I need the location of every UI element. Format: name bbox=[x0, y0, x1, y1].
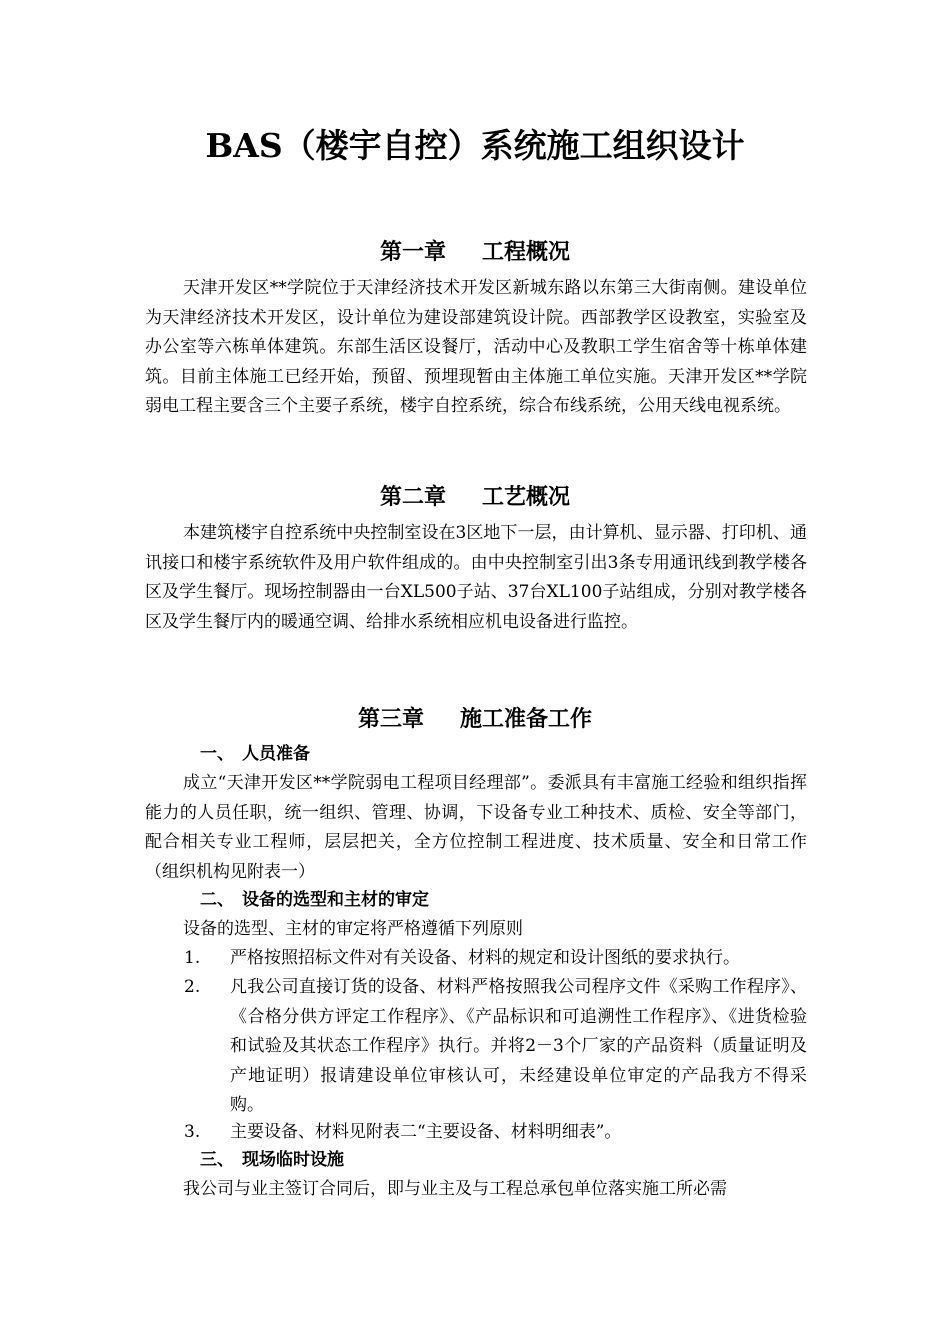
list-item bbox=[184, 944, 807, 974]
chapter-3-name: 施工准备工作 bbox=[460, 706, 593, 732]
chapter-2-number: 第二章 bbox=[379, 484, 446, 510]
list-item-number: 3. bbox=[184, 1122, 201, 1142]
section-1-number: 一、 bbox=[200, 744, 234, 764]
section-3-number: 三、 bbox=[200, 1150, 234, 1170]
section-2-number: 二、 bbox=[200, 890, 234, 910]
section-3-paragraph: 我公司与业主签订合同后，即与业主及与工程总承包单位落实施工所必需 bbox=[183, 1179, 727, 1199]
list-item-text: 凡我公司直接订货的设备、材料严格按照我公司程序文件《采购工作程序》、《合格分供方评定工作程序》、《产品标识和可追溯性工作程序》、《进货检验和试验及其状态工作程序》执行。并将2－3个厂家的产品资料（质量证明及产地证明）报请建设单位审核认可，未经建设单位审定的产品我方不得采购。 bbox=[230, 977, 807, 1115]
list-item-text: 主要设备、材料见附表二“主要设备、材料明细表”。 bbox=[230, 1122, 622, 1142]
list-item-number: 2. bbox=[184, 977, 201, 997]
chapter-1-number: 第一章 bbox=[379, 239, 446, 265]
chapter-1-paragraph: 天津开发区**学院位于天津经济技术开发区新城东路以东第三大街南侧。建设单位为天津经济技术开发区，设计单位为建设部建筑设计院。西部教学区设教室，实验室及办公室等六栋单体建筑。东部生活区设餐厅，活动中心及教职工学生宿舍等十栋单体建筑。目前主体施工已经开始，预留、预埋现暂由主体施工单位实施。天津开发区**学院弱电工程主要含三个主要子系统，楼宇自控系统，综合布线系统，公用天线电视系统。 bbox=[145, 278, 807, 416]
chapter-3-number: 第三章 bbox=[357, 706, 424, 732]
chapter-2-paragraph: 本建筑楼宇自控系统中央控制室设在3区地下一层，由计算机、显示器、打印机、通讯接口和楼宇系统软件及用户软件组成的。由中央控制室引出3条专用通讯线到教学楼各区及学生餐厅。现场控制器由一台XL500子站、37台XL100子站组成，分别对教学楼各区及学生餐厅内的暖通空调、给排水系统相应机电设备进行监控。 bbox=[145, 523, 807, 632]
section-1-heading bbox=[200, 740, 310, 768]
section-3-heading bbox=[200, 1146, 344, 1174]
section-1-title: 人员准备 bbox=[242, 744, 310, 764]
chapter-2-heading bbox=[0, 482, 950, 512]
chapter-1-heading bbox=[0, 237, 950, 267]
section-2-heading bbox=[200, 886, 429, 914]
list-item-text: 严格按照招标文件对有关设备、材料的规定和设计图纸的要求执行。 bbox=[230, 948, 740, 968]
section-1-paragraph: 成立“天津开发区**学院弱电工程项目经理部”。委派具有丰富施工经验和组织指挥能力的人员任职，统一组织、管理、协调，下设备专业工种技术、质检、安全等部门，配合相关专业工程师，层层把关，全方位控制工程进度、技术质量、安全和日常工作（组织机构见附表一） bbox=[145, 773, 807, 882]
section-2-title: 设备的选型和主材的审定 bbox=[242, 890, 429, 910]
chapter-1-name: 工程概况 bbox=[482, 239, 571, 265]
document-title: BAS（楼宇自控）系统施工组织设计 bbox=[205, 126, 745, 165]
list-item bbox=[184, 973, 807, 1121]
section-2-intro: 设备的选型、主材的审定将严格遵循下列原则 bbox=[183, 919, 523, 939]
list-item bbox=[184, 1118, 807, 1148]
chapter-3-heading bbox=[0, 704, 950, 734]
chapter-2-name: 工艺概况 bbox=[482, 484, 571, 510]
list-item-number: 1. bbox=[184, 948, 201, 968]
section-3-title: 现场临时设施 bbox=[242, 1150, 344, 1170]
